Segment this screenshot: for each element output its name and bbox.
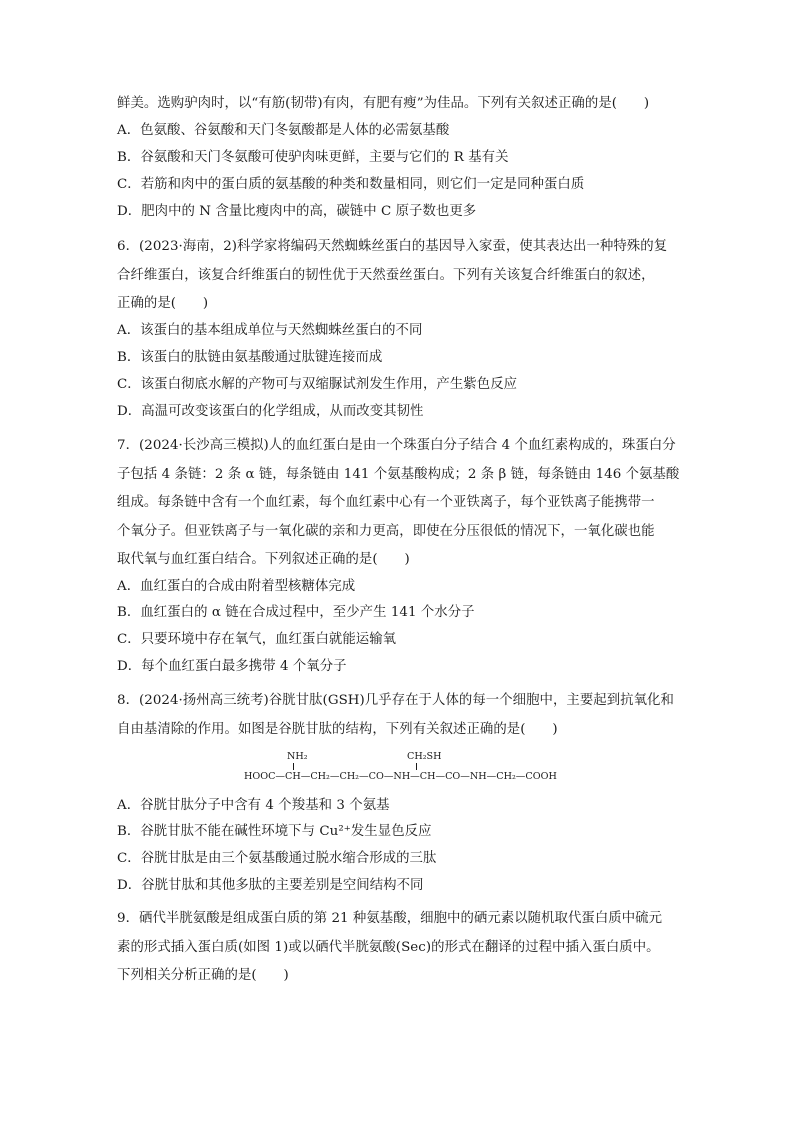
question-6-stem: 正确的是( ) — [117, 296, 209, 311]
formula-nh2-group: NH₂ — [287, 751, 308, 762]
question-7-stem: 组成。每条链中含有一个血红素，每个血红素中心有一个亚铁离子，每个亚铁离子能携带一 — [117, 495, 655, 510]
option-b: B．谷胱甘肽不能在碱性环境下与 Cu²⁺发生显色反应 — [117, 824, 432, 839]
option-a: A．血红蛋白的合成由附着型核糖体完成 — [117, 579, 356, 594]
question-6-stem: 合纤维蛋白，该复合纤维蛋白的韧性优于天然蚕丝蛋白。下列有关该复合纤维蛋白的叙述， — [117, 268, 655, 283]
formula-bond — [293, 763, 294, 770]
text-line: 鲜美。选购驴肉时，以“有筋(韧带)有肉，有肥有瘦”为佳品。下列有关叙述正确的是( ) — [117, 96, 650, 111]
question-7-stem: 个氧分子。但亚铁离子与一氧化碳的亲和力更高，即使在分压很低的情况下，一氧化碳也能 — [117, 524, 655, 539]
option-a: A．谷胱甘肽分子中含有 4 个羧基和 3 个氨基 — [117, 798, 390, 813]
option-c: C．该蛋白彻底水解的产物可与双缩脲试剂发生作用，产生紫色反应 — [117, 377, 518, 392]
question-7-stem: 子包括 4 条链：2 条 α 链，每条链由 141 个氨基酸构成；2 条 β 链，每条链由 146 个氨基酸 — [117, 467, 680, 482]
option-a: A．该蛋白的基本组成单位与天然蜘蛛丝蛋白的不同 — [117, 323, 423, 338]
option-b: B．血红蛋白的 α 链在合成过程中，至少产生 141 个水分子 — [117, 605, 475, 620]
question-7-stem: 7．(2024·长沙高三模拟)人的血红蛋白是由一个珠蛋白分子结合 4 个血红素构成的，珠蛋白分 — [117, 438, 676, 453]
option-b: B．谷氨酸和天门冬氨酸可使驴肉味更鲜，主要与它们的 R 基有关 — [117, 150, 509, 165]
option-b: B．该蛋白的肽链由氨基酸通过肽键连接而成 — [117, 350, 383, 365]
question-9-stem: 9．硒代半胱氨酸是组成蛋白质的第 21 种氨基酸，细胞中的硒元素以随机取代蛋白质中硫元 — [117, 911, 663, 926]
option-c: C．若筋和肉中的蛋白质的氨基酸的种类和数量相同，则它们一定是同种蛋白质 — [117, 177, 585, 192]
question-9-stem: 素的形式插入蛋白质(如图 1)或以硒代半胱氨酸(Sec)的形式在翻译的过程中插入蛋白质中。 — [117, 940, 660, 955]
question-9-stem: 下列相关分析正确的是( ) — [117, 968, 289, 983]
question-6-stem: 6．(2023·海南，2)科学家将编码天然蜘蛛丝蛋白的基因导入家蚕，使其表达出一种特殊的复 — [117, 239, 668, 254]
option-d: D．高温可改变该蛋白的化学组成，从而改变其韧性 — [117, 404, 424, 419]
glutathione-structure-formula — [244, 750, 574, 794]
formula-main-chain: HOOC—CH—CH₂—CH₂—CO—NH—CH—CO—NH—CH₂—COOH — [244, 771, 557, 782]
formula-bond — [416, 763, 417, 770]
question-8-stem: 自由基清除的作用。如图是谷胱甘肽的结构，下列有关叙述正确的是( ) — [117, 722, 558, 737]
formula-ch2sh-group: CH₂SH — [407, 751, 442, 762]
option-d: D．每个血红蛋白最多携带 4 个氧分子 — [117, 659, 347, 674]
option-d: D．谷胱甘肽和其他多肽的主要差别是空间结构不同 — [117, 878, 424, 893]
question-8-stem: 8．(2024·扬州高三统考)谷胱甘肽(GSH)几乎存在于人体的每一个细胞中，主要起到抗氧化和 — [117, 693, 674, 708]
option-c: C．只要环境中存在氧气，血红蛋白就能运输氧 — [117, 632, 397, 647]
option-a: A．色氨酸、谷氨酸和天门冬氨酸都是人体的必需氨基酸 — [117, 123, 450, 138]
option-c: C．谷胱甘肽是由三个氨基酸通过脱水缩合形成的三肽 — [117, 851, 437, 866]
question-7-stem: 取代氧与血红蛋白结合。下列叙述正确的是( ) — [117, 552, 410, 567]
option-d: D．肥肉中的 N 含量比瘦肉中的高，碳链中 C 原子数也更多 — [117, 204, 477, 219]
